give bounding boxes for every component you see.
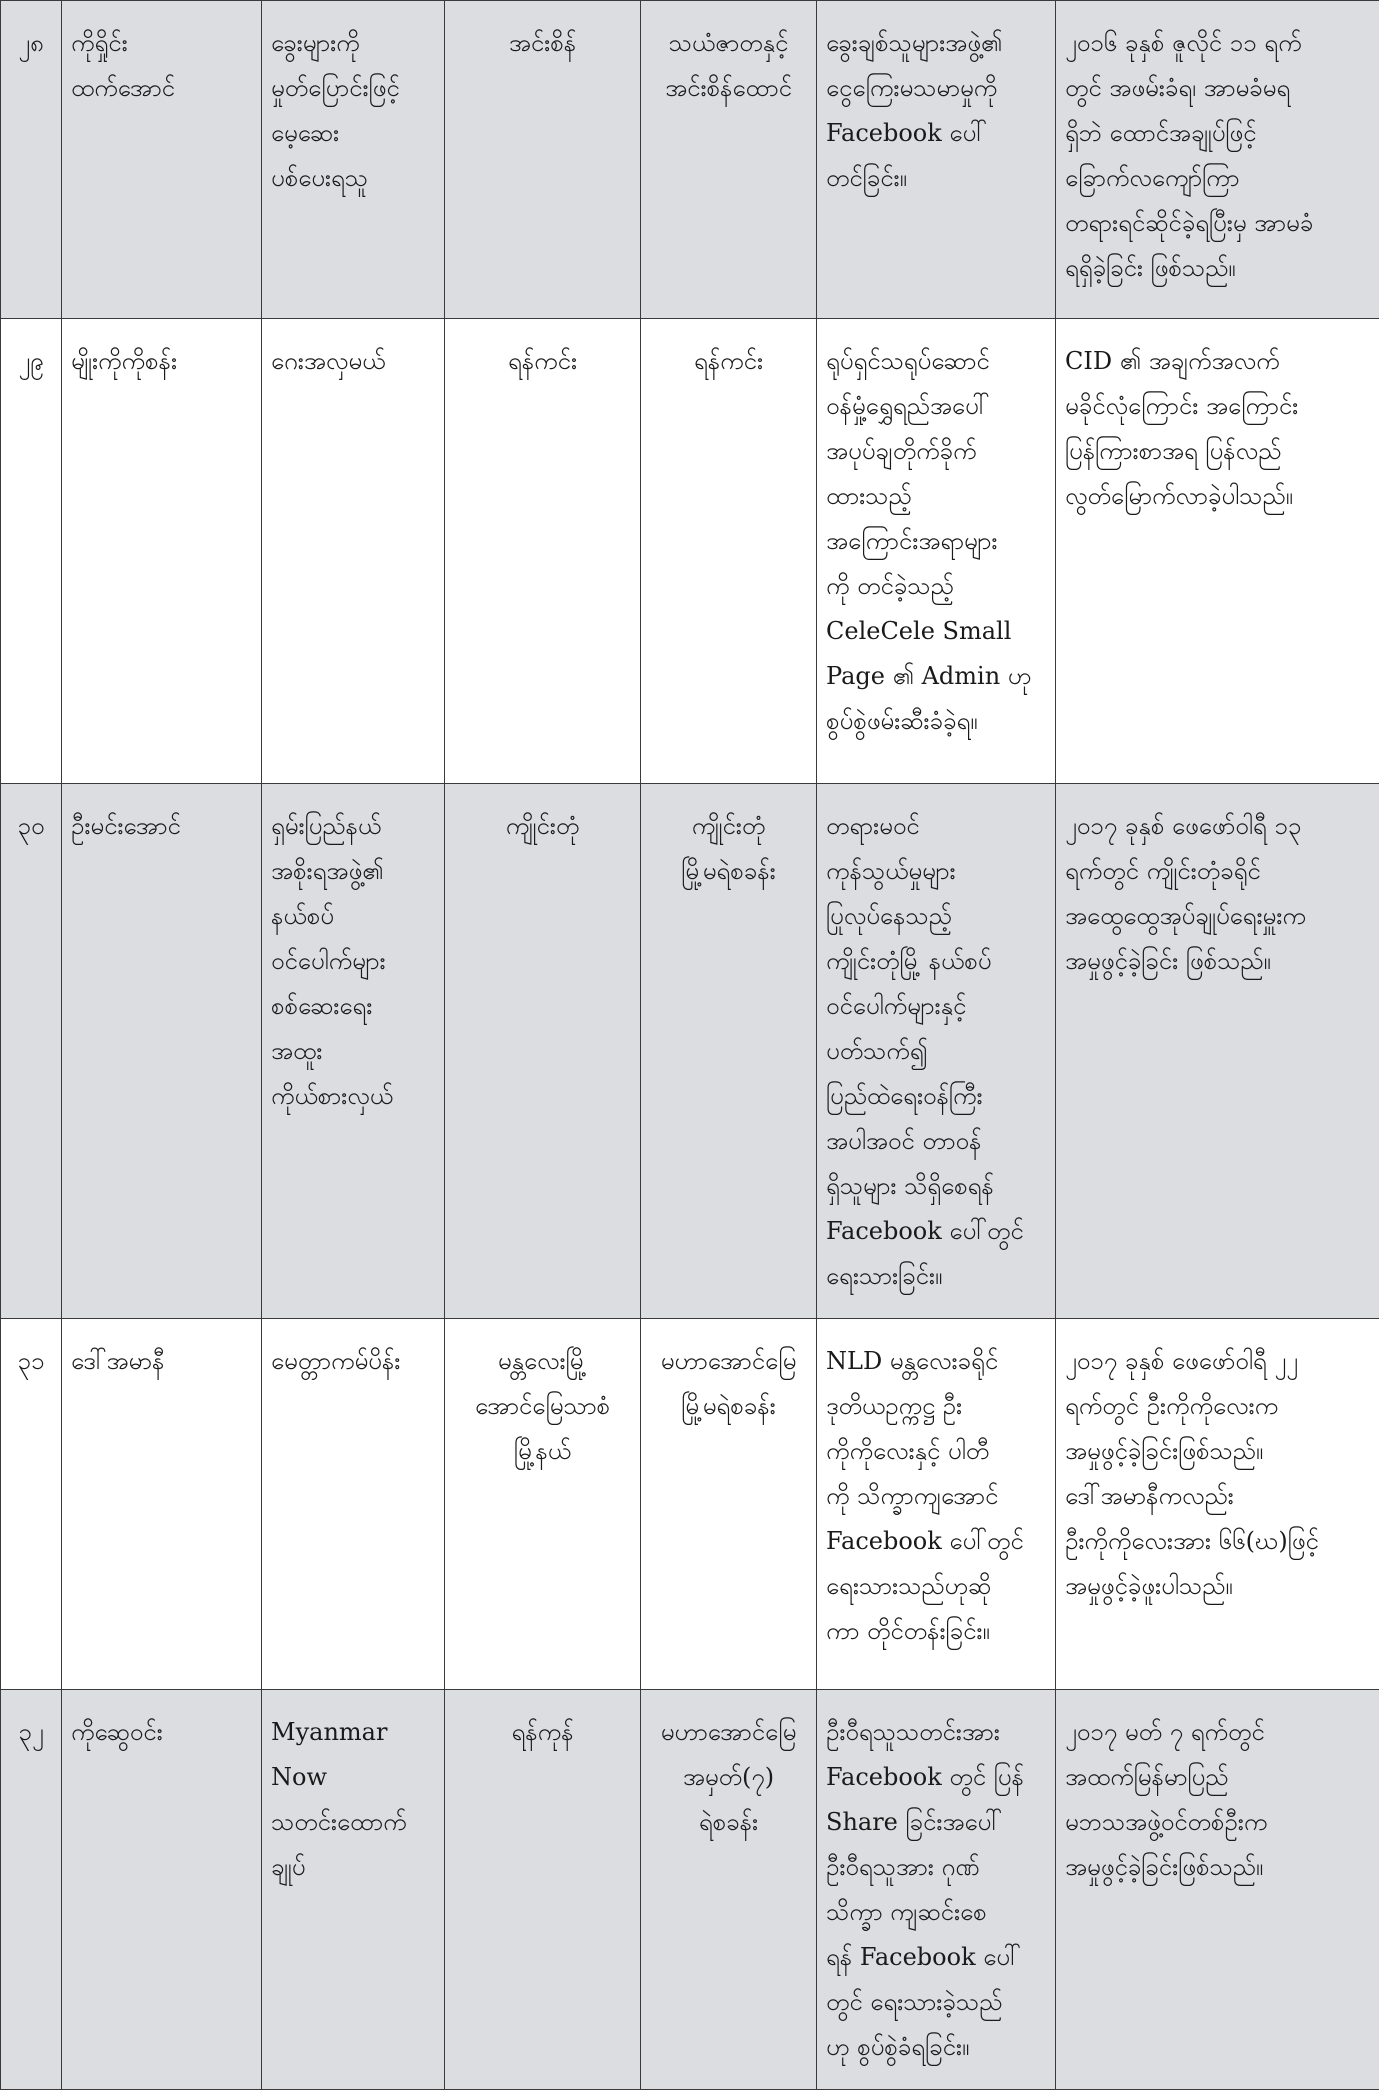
case-status: CID ၏ အချက်အလက် မခိုင်လုံကြောင်း အကြောင်း ပြန်ကြားစာအရ ပြန်လည် လွတ်မြောက်လာခဲ့ပါသည်။ [1056, 319, 1379, 784]
row-number: ၃၂ [1, 1690, 62, 2090]
charge-reason: ခွေးချစ်သူများအဖွဲ့၏ ငွေကြေးမသမာမှုကို Facebook ပေါ် တင်ခြင်း။ [817, 1, 1056, 319]
case-status: ၂၀၁၇ ခုနှစ် ဖေဖော်ဝါရီ ၂၂ ရက်တွင် ဦးကိုကိုလေးက အမှုဖွင့်ခဲ့ခြင်းဖြစ်သည်။ ဒေါ်အမာနီကလည်း ဦးကိုကိုလေးအား ၆၆(ဃ)ဖြင့် အမှုဖွင့်ခဲ့ဖူးပါသည်။ [1056, 1319, 1379, 1690]
police-station: သယံဇာတနှင့် အင်းစိန်ထောင် [641, 1, 817, 319]
city: မန္တလေးမြို့ အောင်မြေသာစံ မြို့နယ် [445, 1319, 641, 1690]
city: ရန်ကုန် [445, 1690, 641, 2090]
case-status: ၂၀၁၆ ခုနှစ် ဇူလိုင် ၁၁ ရက် တွင် အဖမ်းခံရ၊ အာမခံမရ ရှိဘဲ ထောင်အချုပ်ဖြင့် ခြောက်လကျော်ကြာ တရားရင်ဆိုင်ခဲ့ရပြီးမှ အာမခံ ရရှိခဲ့ခြင်း ဖြစ်သည်။ [1056, 1, 1379, 319]
person-name: ကိုရှိုင်း ထက်အောင် [62, 1, 262, 319]
police-station: မဟာအောင်မြေ အမှတ်(၇) ရဲစခန်း [641, 1690, 817, 2090]
person-role: Myanmar Now သတင်းထောက် ချုပ် [262, 1690, 445, 2090]
person-name: ဒေါ်အမာနီ [62, 1319, 262, 1690]
row-number: ၂၉ [1, 319, 62, 784]
person-role: ရှမ်းပြည်နယ် အစိုးရအဖွဲ့၏ နယ်စပ် ဝင်ပေါက်များ စစ်ဆေးရေး အထူး ကိုယ်စားလှယ် [262, 784, 445, 1319]
charge-reason: ရုပ်ရှင်သရုပ်ဆောင် ဝန်မှုံ့ရွှေရည်အပေါ် အပုပ်ချတိုက်ခိုက် ထားသည့် အကြောင်းအရာများ ကို တင်ခဲ့သည့် CeleCele Small Page ၏ Admin ဟု စွပ်စွဲဖမ်းဆီးခံခဲ့ရ။ [817, 319, 1056, 784]
table-row [1, 319, 1379, 784]
person-role: မေတ္တာကမ်ပိန်း [262, 1319, 445, 1690]
charge-reason: NLD မန္တလေးခရိုင် ဒုတိယဥက္ကဋ္ဌ ဦး ကိုကိုလေးနှင့် ပါတီ ကို သိက္ခာကျအောင် Facebook ပေါ်တွင် ရေးသားသည်ဟုဆို ကာ တိုင်တန်းခြင်း။ [817, 1319, 1056, 1690]
police-station: ရန်ကင်း [641, 319, 817, 784]
table-row [1, 1690, 1379, 2090]
row-number: ၃၁ [1, 1319, 62, 1690]
person-name: မျိုးကိုကိုစန်း [62, 319, 262, 784]
police-station: မဟာအောင်မြေ မြို့မရဲစခန်း [641, 1319, 817, 1690]
case-status: ၂၀၁၇ မတ် ၇ ရက်တွင် အထက်မြန်မာပြည် မဘသအဖွဲ့ဝင်တစ်ဦးက အမှုဖွင့်ခဲ့ခြင်းဖြစ်သည်။ [1056, 1690, 1379, 2090]
charge-reason: ဦးဝီရသူသတင်းအား Facebook တွင် ပြန် Share ခြင်းအပေါ် ဦးဝီရသူအား ဂုဏ် သိက္ခာ ကျဆင်းစေ ရန် Facebook ပေါ် တွင် ရေးသားခဲ့သည် ဟု စွပ်စွဲခံရခြင်း။ [817, 1690, 1056, 2090]
police-station: ကျိုင်းတုံ မြို့မရဲစခန်း [641, 784, 817, 1319]
charge-reason: တရားမဝင် ကုန်သွယ်မှုများ ပြုလုပ်နေသည့် ကျိုင်းတုံမြို့ နယ်စပ် ဝင်ပေါက်များနှင့် ပတ်သက်၍ ပြည်ထဲရေးဝန်ကြီး အပါအဝင် တာဝန် ရှိသူများ သိရှိစေရန် Facebook ပေါ်တွင် ရေးသားခြင်း။ [817, 784, 1056, 1319]
person-name: ဦးမင်းအောင် [62, 784, 262, 1319]
person-role: ခွေးများကို မှုတ်ပြောင်းဖြင့် မေ့ဆေး ပစ်ပေးရသူ [262, 1, 445, 319]
city: ကျိုင်းတုံ [445, 784, 641, 1319]
person-role: ဂေးအလှမယ် [262, 319, 445, 784]
table-row [1, 1319, 1379, 1690]
case-status: ၂၀၁၇ ခုနှစ် ဖေဖော်ဝါရီ ၁၃ ရက်တွင် ကျိုင်းတုံခရိုင် အထွေထွေအုပ်ချုပ်ရေးမှူးက အမှုဖွင့်ခဲ့ခြင်း ဖြစ်သည်။ [1056, 784, 1379, 1319]
city: အင်းစိန် [445, 1, 641, 319]
person-name: ကိုဆွေဝင်း [62, 1690, 262, 2090]
table-row [1, 1, 1379, 319]
city: ရန်ကင်း [445, 319, 641, 784]
row-number: ၂၈ [1, 1, 62, 319]
row-number: ၃၀ [1, 784, 62, 1319]
table-body [1, 1, 1379, 2090]
table-row [1, 784, 1379, 1319]
